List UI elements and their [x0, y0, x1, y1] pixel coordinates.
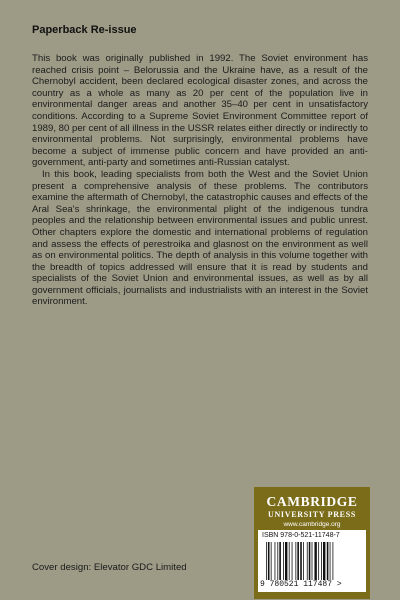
- barcode-bar: [307, 542, 308, 580]
- barcode-bar: [279, 542, 281, 580]
- barcode-panel: [258, 530, 366, 592]
- barcode-digits: 9 780521 117487 >: [260, 580, 342, 589]
- barcode-bar: [295, 542, 296, 580]
- barcode-bar: [321, 542, 322, 580]
- publisher-url: www.cambridge.org: [283, 521, 341, 528]
- barcode-bar: [303, 542, 304, 580]
- barcode-bar: [314, 542, 316, 580]
- reissue-heading: Paperback Re-issue: [32, 24, 137, 36]
- isbn-number: ISBN 978-0-521-11748-7: [262, 532, 340, 539]
- barcode-bar: [327, 542, 329, 580]
- barcode-bar: [323, 542, 325, 580]
- blurb-text: [32, 53, 368, 308]
- publisher-name: CAMBRIDGE: [266, 494, 358, 509]
- barcode-bar: [275, 542, 276, 580]
- barcode-bar: [277, 542, 278, 580]
- barcode-bar: [266, 542, 267, 580]
- barcode-bar: [330, 542, 331, 580]
- barcode-bar: [318, 542, 319, 580]
- barcode-bar: [309, 542, 311, 580]
- barcode-bar: [271, 542, 272, 580]
- publisher-subtitle: UNIVERSITY PRESS: [267, 510, 357, 519]
- barcode-bar: [285, 542, 287, 580]
- barcode-bar: [289, 542, 290, 580]
- barcode-bar: [297, 542, 299, 580]
- barcode-bar: [283, 542, 284, 580]
- barcode-bar: [292, 542, 293, 580]
- cover-design-credit: Cover design: Elevator GDC Limited: [32, 562, 187, 573]
- barcode-bar: [268, 542, 270, 580]
- barcode-bar: [333, 542, 334, 580]
- blurb-paragraph-1: This book was originally published in 1992. The Soviet environment has reached crisis point – Belorussia and the Ukraine have, as a result of the Chernobyl accident, been declared ecological disaster zones, and across the country as a whole as many as 20 per cent of the population live in environmental danger areas and another 35–40 per cent in unsatisfactory conditions. According to a Supreme Soviet Environment Committee report of 1989, 80 per cent of all illness in the USSR relates either directly or indirectly to environmental problems. Not surprisingly, environmental problems have become a subject of immense public concern and have provided an anti-government, anti-party and sometimes anti-Russian catalyst.: [32, 53, 368, 169]
- blurb-paragraph-2: In this book, leading specialists from both the West and the Soviet Union present a comprehensive analysis of these problems. The contributors examine the aftermath of Chernobyl, the catastrophic causes and effects of the Aral Sea's shrinkage, the environmental plight of the indigenous tundra peoples and the relationship between environmental issues and public unrest. Other chapters explore the domestic and international problems of regulation and assess the effects of perestroika and glasnost on the environment as well as on environmental politics. The depth of analysis in this volume together with the breadth of topics addressed will ensure that it is read by students and specialists of the Soviet Union and environmental issues, as well as by all government officials, journalists and industrialists with an interest in the Soviet environment.: [32, 168, 368, 308]
- barcode-icon: [264, 542, 360, 580]
- barcode-bar: [300, 542, 302, 580]
- barcode-bar: [312, 542, 313, 580]
